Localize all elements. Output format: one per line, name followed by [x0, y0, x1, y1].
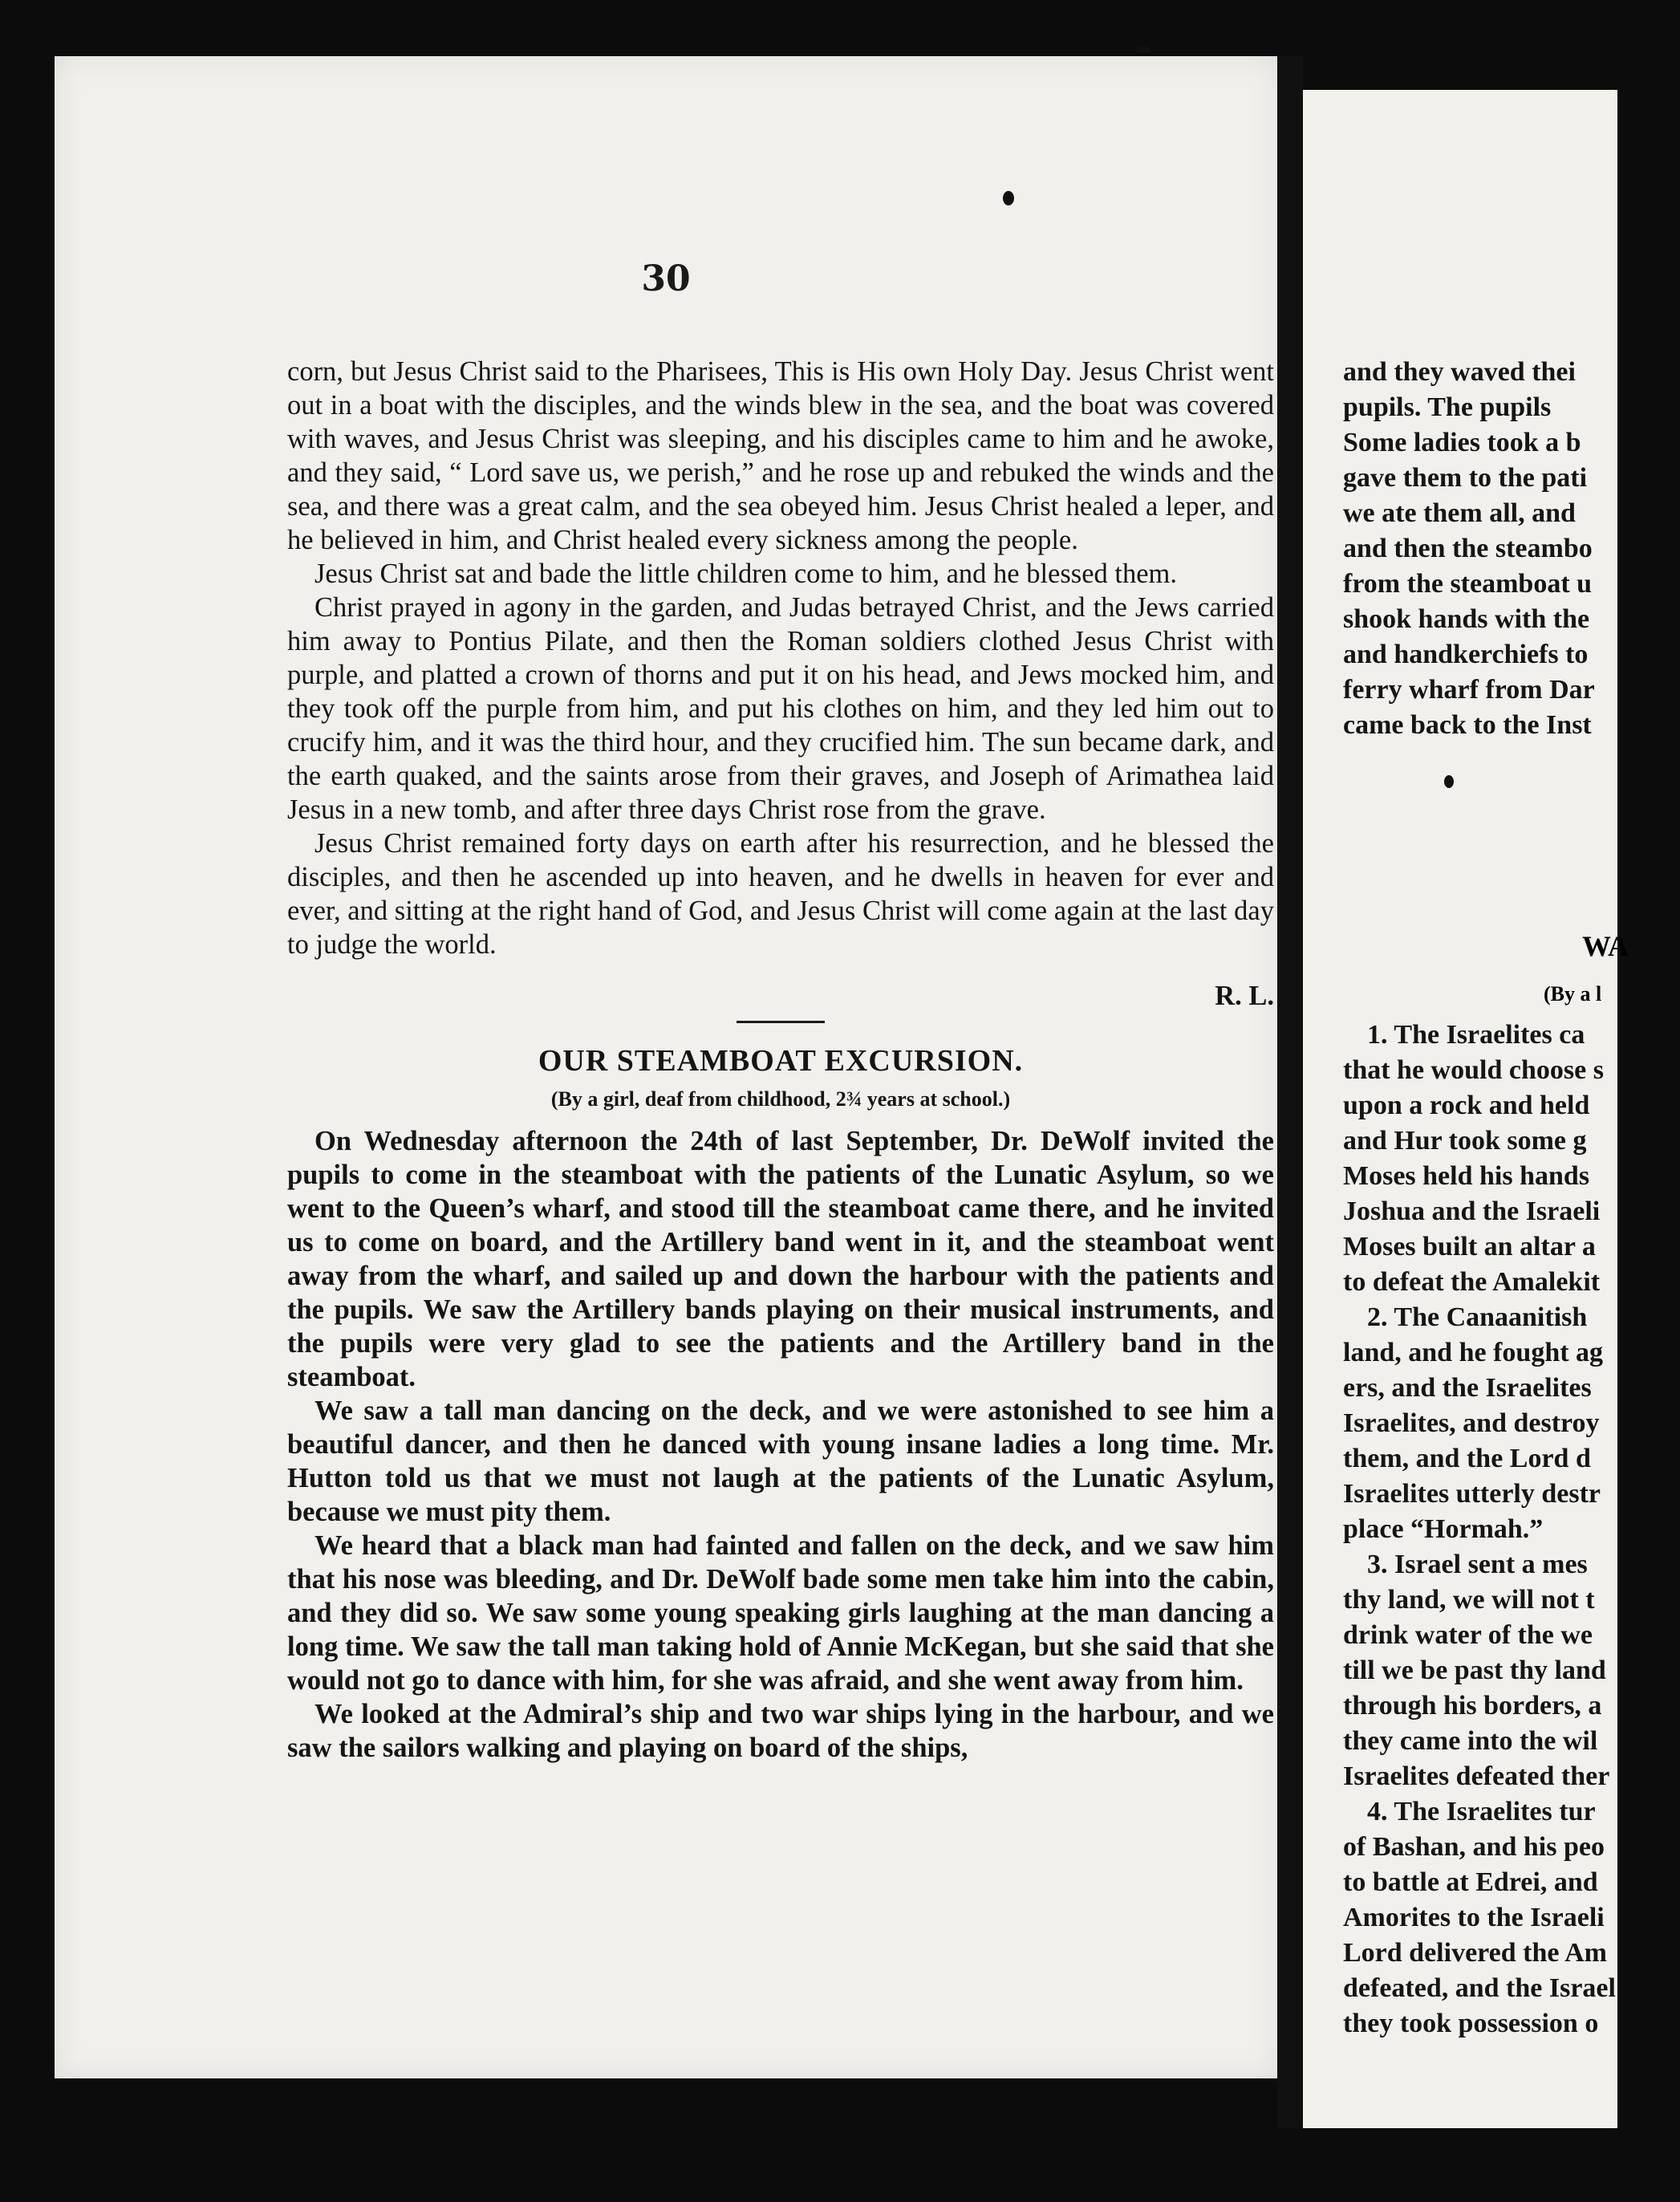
text-line: from the steamboat u [1343, 569, 1593, 599]
text-line: till we be past thy land [1343, 1656, 1606, 1685]
text-line: and then the steambo [1343, 534, 1593, 563]
text-line: thy land, we will not t [1343, 1585, 1595, 1615]
paragraph: We saw a tall man dancing on the deck, and we were astonished to see him a beautiful dancer, and then he danced with young insane ladies a long time. Mr. Hutton told us that we must not laugh at the patients of the Lunatic Asylum, because we must pity them. [287, 1396, 1274, 1527]
section-divider [737, 1021, 825, 1023]
text-line: drink water of the we [1343, 1620, 1593, 1650]
ink-speck [1003, 191, 1014, 205]
text-line: 2. The Canaanitish [1367, 1302, 1588, 1332]
ink-speck [1136, 47, 1150, 53]
text-line: land, and he fought ag [1343, 1338, 1604, 1367]
right-page-top-text [1343, 355, 1680, 743]
paragraph: We looked at the Admiral’s ship and two war ships lying in the harbour, and we saw the sailors walking and playing on board of the ships, [287, 1699, 1274, 1763]
text-line: we ate them all, and [1343, 498, 1576, 528]
text-line: Amorites to the Israeli [1343, 1903, 1605, 1932]
text-line: to defeat the Amalekit [1343, 1267, 1601, 1297]
text-line: came back to the Inst [1343, 710, 1592, 740]
right-page [1303, 90, 1629, 2128]
text-line: shook hands with the [1343, 604, 1590, 634]
section-byline: (By a girl, deaf from childhood, 2¾ years at school.) [550, 1087, 1011, 1111]
text-line: Joshua and the Israeli [1343, 1196, 1601, 1226]
section-title: OUR STEAMBOAT EXCURSION. [538, 1044, 1024, 1078]
text-line: they came into the wil [1343, 1726, 1598, 1756]
text-line: Israelites defeated ther [1343, 1761, 1610, 1791]
paragraph: We heard that a black man had fainted and fallen on the deck, and we saw him that his nose was bleeding, and Dr. DeWolf bade some men take him into the cabin, and they did so. We saw some young speaking girls laughing at the man dancing a long time. We saw the tall man taking hold of Annie McKegan, but she said that she would not go to dance with him, for she was afraid, and she went away from him. [287, 1530, 1274, 1696]
text-line: Israelites utterly destr [1343, 1479, 1601, 1509]
ink-speck [1444, 775, 1454, 788]
text-line: 4. The Israelites tur [1367, 1797, 1596, 1826]
text-line: and they waved thei [1343, 357, 1576, 387]
right-page-body [1343, 1018, 1680, 2042]
text-line: pupils. The pupils [1343, 392, 1552, 422]
text-line: to battle at Edrei, and [1343, 1867, 1598, 1897]
left-page-text [287, 355, 1274, 1765]
text-line: and handkerchiefs to [1343, 640, 1589, 669]
text-line: that he would choose s [1343, 1055, 1604, 1085]
text-line: Lord delivered the Am [1343, 1938, 1607, 1968]
text-line: of Bashan, and his peo [1343, 1832, 1605, 1862]
paragraph: Jesus Christ sat and bade the little children come to him, and he blessed them. [314, 559, 1178, 589]
left-page [55, 56, 1277, 2078]
text-line: ferry wharf from Dar [1343, 675, 1595, 705]
paragraph: Christ prayed in agony in the garden, and Judas betrayed Christ, and the Jews carried him away to Pontius Pilate, and then the Roman soldiers clothed Jesus Christ with purple, and platted a crown of thorns and put it on his head, and Jews mocked him, and they took off the purple from him, and put his clothes on him, and they led him out to crucify him, and it was the third hour, and they crucified him. The sun became dark, and the earth quaked, and the saints arose from their graves, and Joseph of Arimathea laid Jesus in a new tomb, and after three days Christ rose from the grave. [287, 592, 1274, 825]
paragraph: On Wednesday afternoon the 24th of last September, Dr. DeWolf invited the pupils to come in the steamboat with the patients of the Lunatic Asylum, so we went to the Queen’s wharf, and stood till the steamboat came there, and he invited us to come on board, and the Artillery band went in it, and the steamboat went away from the wharf, and sailed up and down the harbour with the patients and the pupils. We saw the Artillery bands playing on their musical instruments, and the pupils were very glad to see the patients and the Artillery band in the steamboat. [287, 1126, 1274, 1392]
paragraph: corn, but Jesus Christ said to the Pharisees, This is His own Holy Day. Jesus Christ went out in a boat with the disciples, and the winds blew in the sea, and the boat was covered with waves, and Jesus Christ was sleeping, and his disciples came to him and he awoke, and they said, “ Lord save us, we perish,” and he rose up and rebuked the winds and the sea, and there was a great calm, and the sea obeyed him. Jesus Christ healed a leper, and he believed in him, and Christ healed every sickness among the people. [287, 356, 1274, 555]
text-line: place “Hormah.” [1343, 1514, 1544, 1544]
text-line: ers, and the Israelites [1343, 1373, 1592, 1403]
text-line: and Hur took some g [1343, 1126, 1587, 1156]
text-line: gave them to the pati [1343, 463, 1588, 493]
text-line: they took possession o [1343, 2009, 1599, 2038]
text-line: Some ladies took a b [1343, 428, 1581, 457]
text-line: upon a rock and held [1343, 1091, 1590, 1120]
right-section-byline: (By a l [1544, 982, 1602, 1006]
text-line: them, and the Lord d [1343, 1444, 1591, 1473]
text-line: 1. The Israelites ca [1367, 1020, 1585, 1050]
text-line: 3. Israel sent a mes [1367, 1550, 1588, 1579]
text-line: Israelites, and destroy [1343, 1408, 1600, 1438]
paragraph: Jesus Christ remained forty days on earth after his resurrection, and he blessed the disciples, and then he ascended up into heaven, and he dwells in heaven for ever and ever, and sitting at the right hand of God, and Jesus Christ will come again at the last day to judge the world. [287, 828, 1274, 960]
signature: R. L. [1215, 981, 1274, 1011]
text-line: defeated, and the Israel [1343, 1973, 1616, 2003]
page-number: 30 [641, 258, 691, 299]
text-line: through his borders, a [1343, 1691, 1602, 1721]
text-line: Moses built an altar a [1343, 1232, 1596, 1261]
book-gutter [1277, 56, 1303, 2128]
article-body [287, 1124, 1274, 1765]
right-section-title: WA [1582, 930, 1629, 962]
text-line: Moses held his hands [1343, 1161, 1590, 1191]
